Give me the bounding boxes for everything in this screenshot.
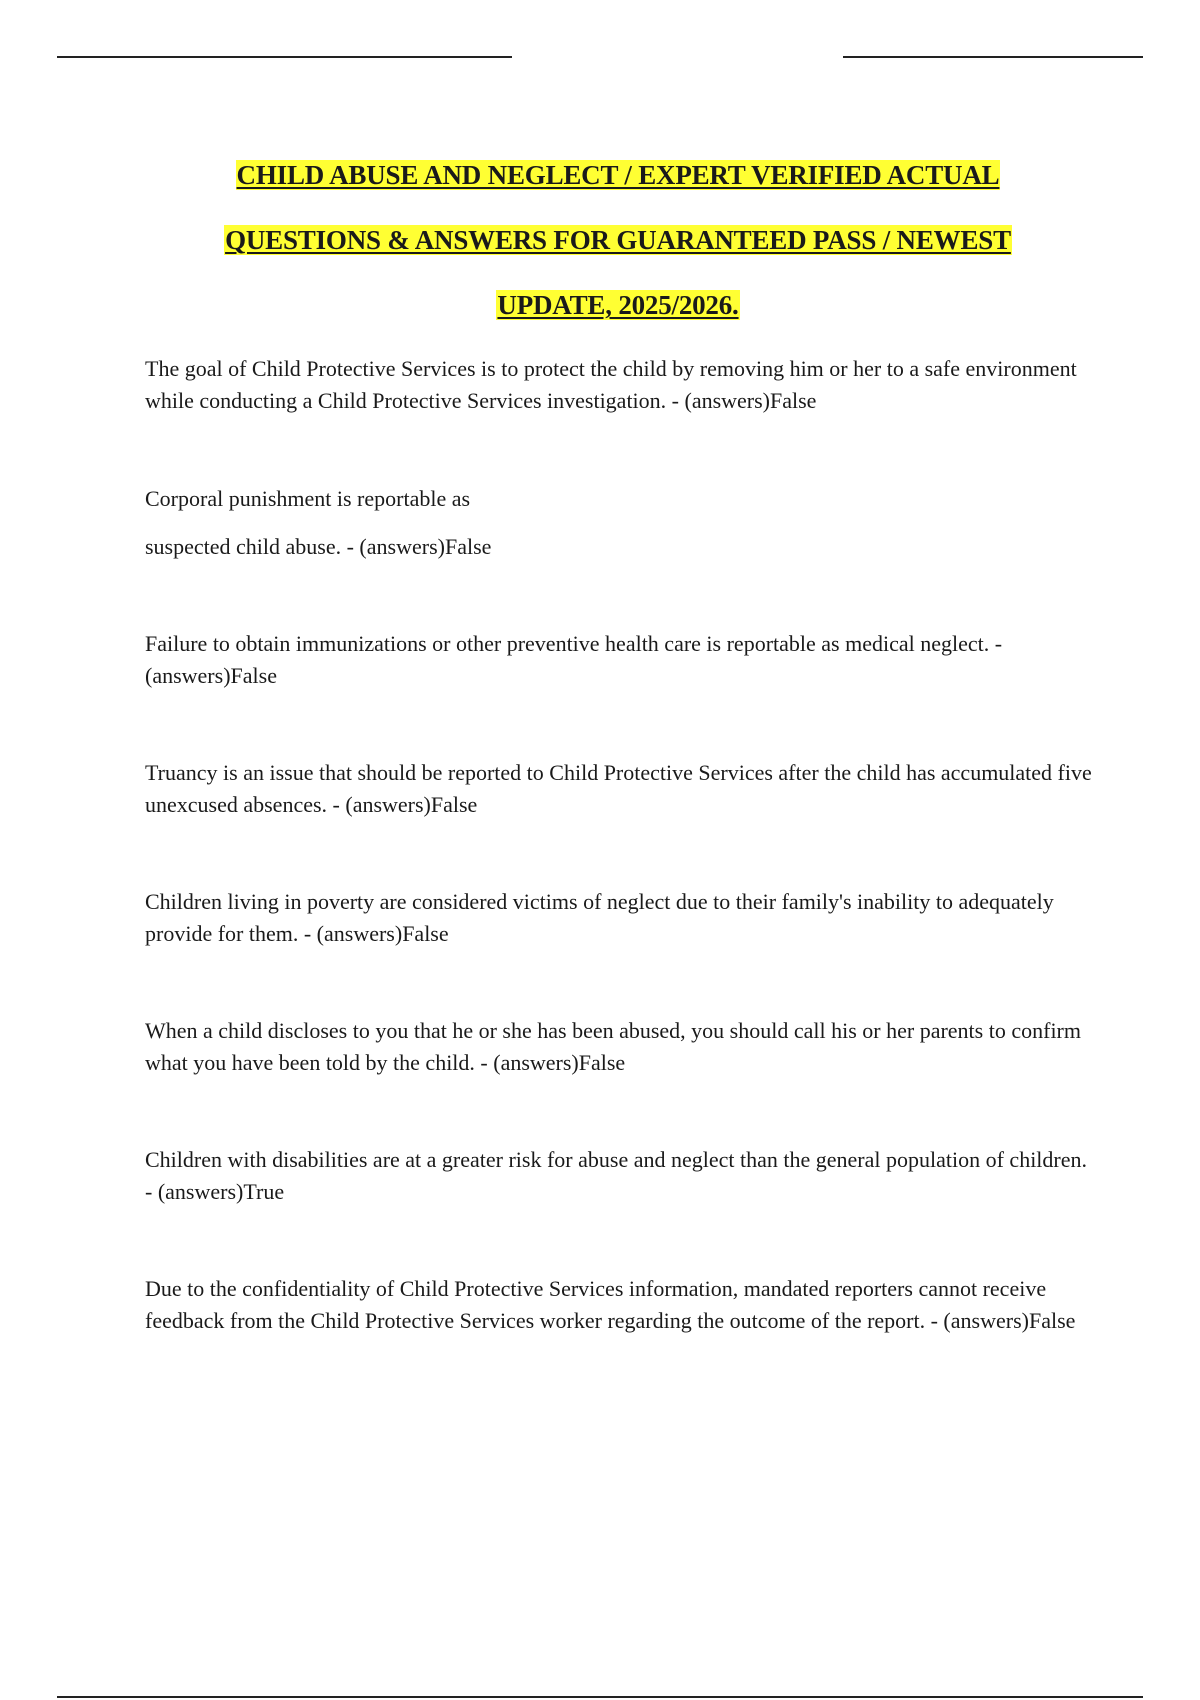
document-title <box>60 143 1176 338</box>
question-text: Children with disabilities are at a greater risk for abuse and neglect than the general population of children. - (answers)True <box>145 1147 1088 1204</box>
question-item <box>145 1273 1095 1337</box>
header-rule-right <box>843 56 1143 58</box>
header-rule-left <box>57 56 512 58</box>
question-item <box>145 886 1095 950</box>
question-text: Truancy is an issue that should be reported to Child Protective Services after the child has accumulated five unexcused absences. - (answers)False <box>145 760 1092 817</box>
title-line-3: UPDATE, 2025/2026. <box>497 290 739 320</box>
question-text: Due to the confidentiality of Child Protective Services information, mandated reporters cannot receive feedback from the Child Protective Services worker regarding the outcome of the report. - (answers)False <box>145 1276 1076 1333</box>
footer-rule <box>57 1696 1143 1698</box>
title-line-1: CHILD ABUSE AND NEGLECT / EXPERT VERIFIED ACTUAL <box>236 160 1000 190</box>
title-line-2: QUESTIONS & ANSWERS FOR GUARANTEED PASS / NEWEST <box>225 225 1011 255</box>
question-text: Failure to obtain immunizations or other preventive health care is reportable as medical neglect. - (answers)False <box>145 631 1003 688</box>
question-item <box>145 757 1095 821</box>
question-text: When a child discloses to you that he or she has been abused, you should call his or her parents to confirm what you have been told by the child. - (answers)False <box>145 1018 1081 1075</box>
question-item <box>145 1144 1095 1208</box>
question-text: Corporal punishment is reportable as <box>145 486 471 511</box>
question-item <box>145 483 1095 563</box>
question-item <box>145 628 1095 692</box>
question-text-continued: suspected child abuse. - (answers)False <box>145 534 492 559</box>
question-item <box>145 353 1095 417</box>
question-text: The goal of Child Protective Services is to protect the child by removing him or her to a safe environment while conducting a Child Protective Services investigation. - (answers)False <box>145 356 1077 413</box>
question-item <box>145 1015 1095 1079</box>
question-text: Children living in poverty are considered victims of neglect due to their family's inability to adequately provide for them. - (answers)False <box>145 889 1054 946</box>
